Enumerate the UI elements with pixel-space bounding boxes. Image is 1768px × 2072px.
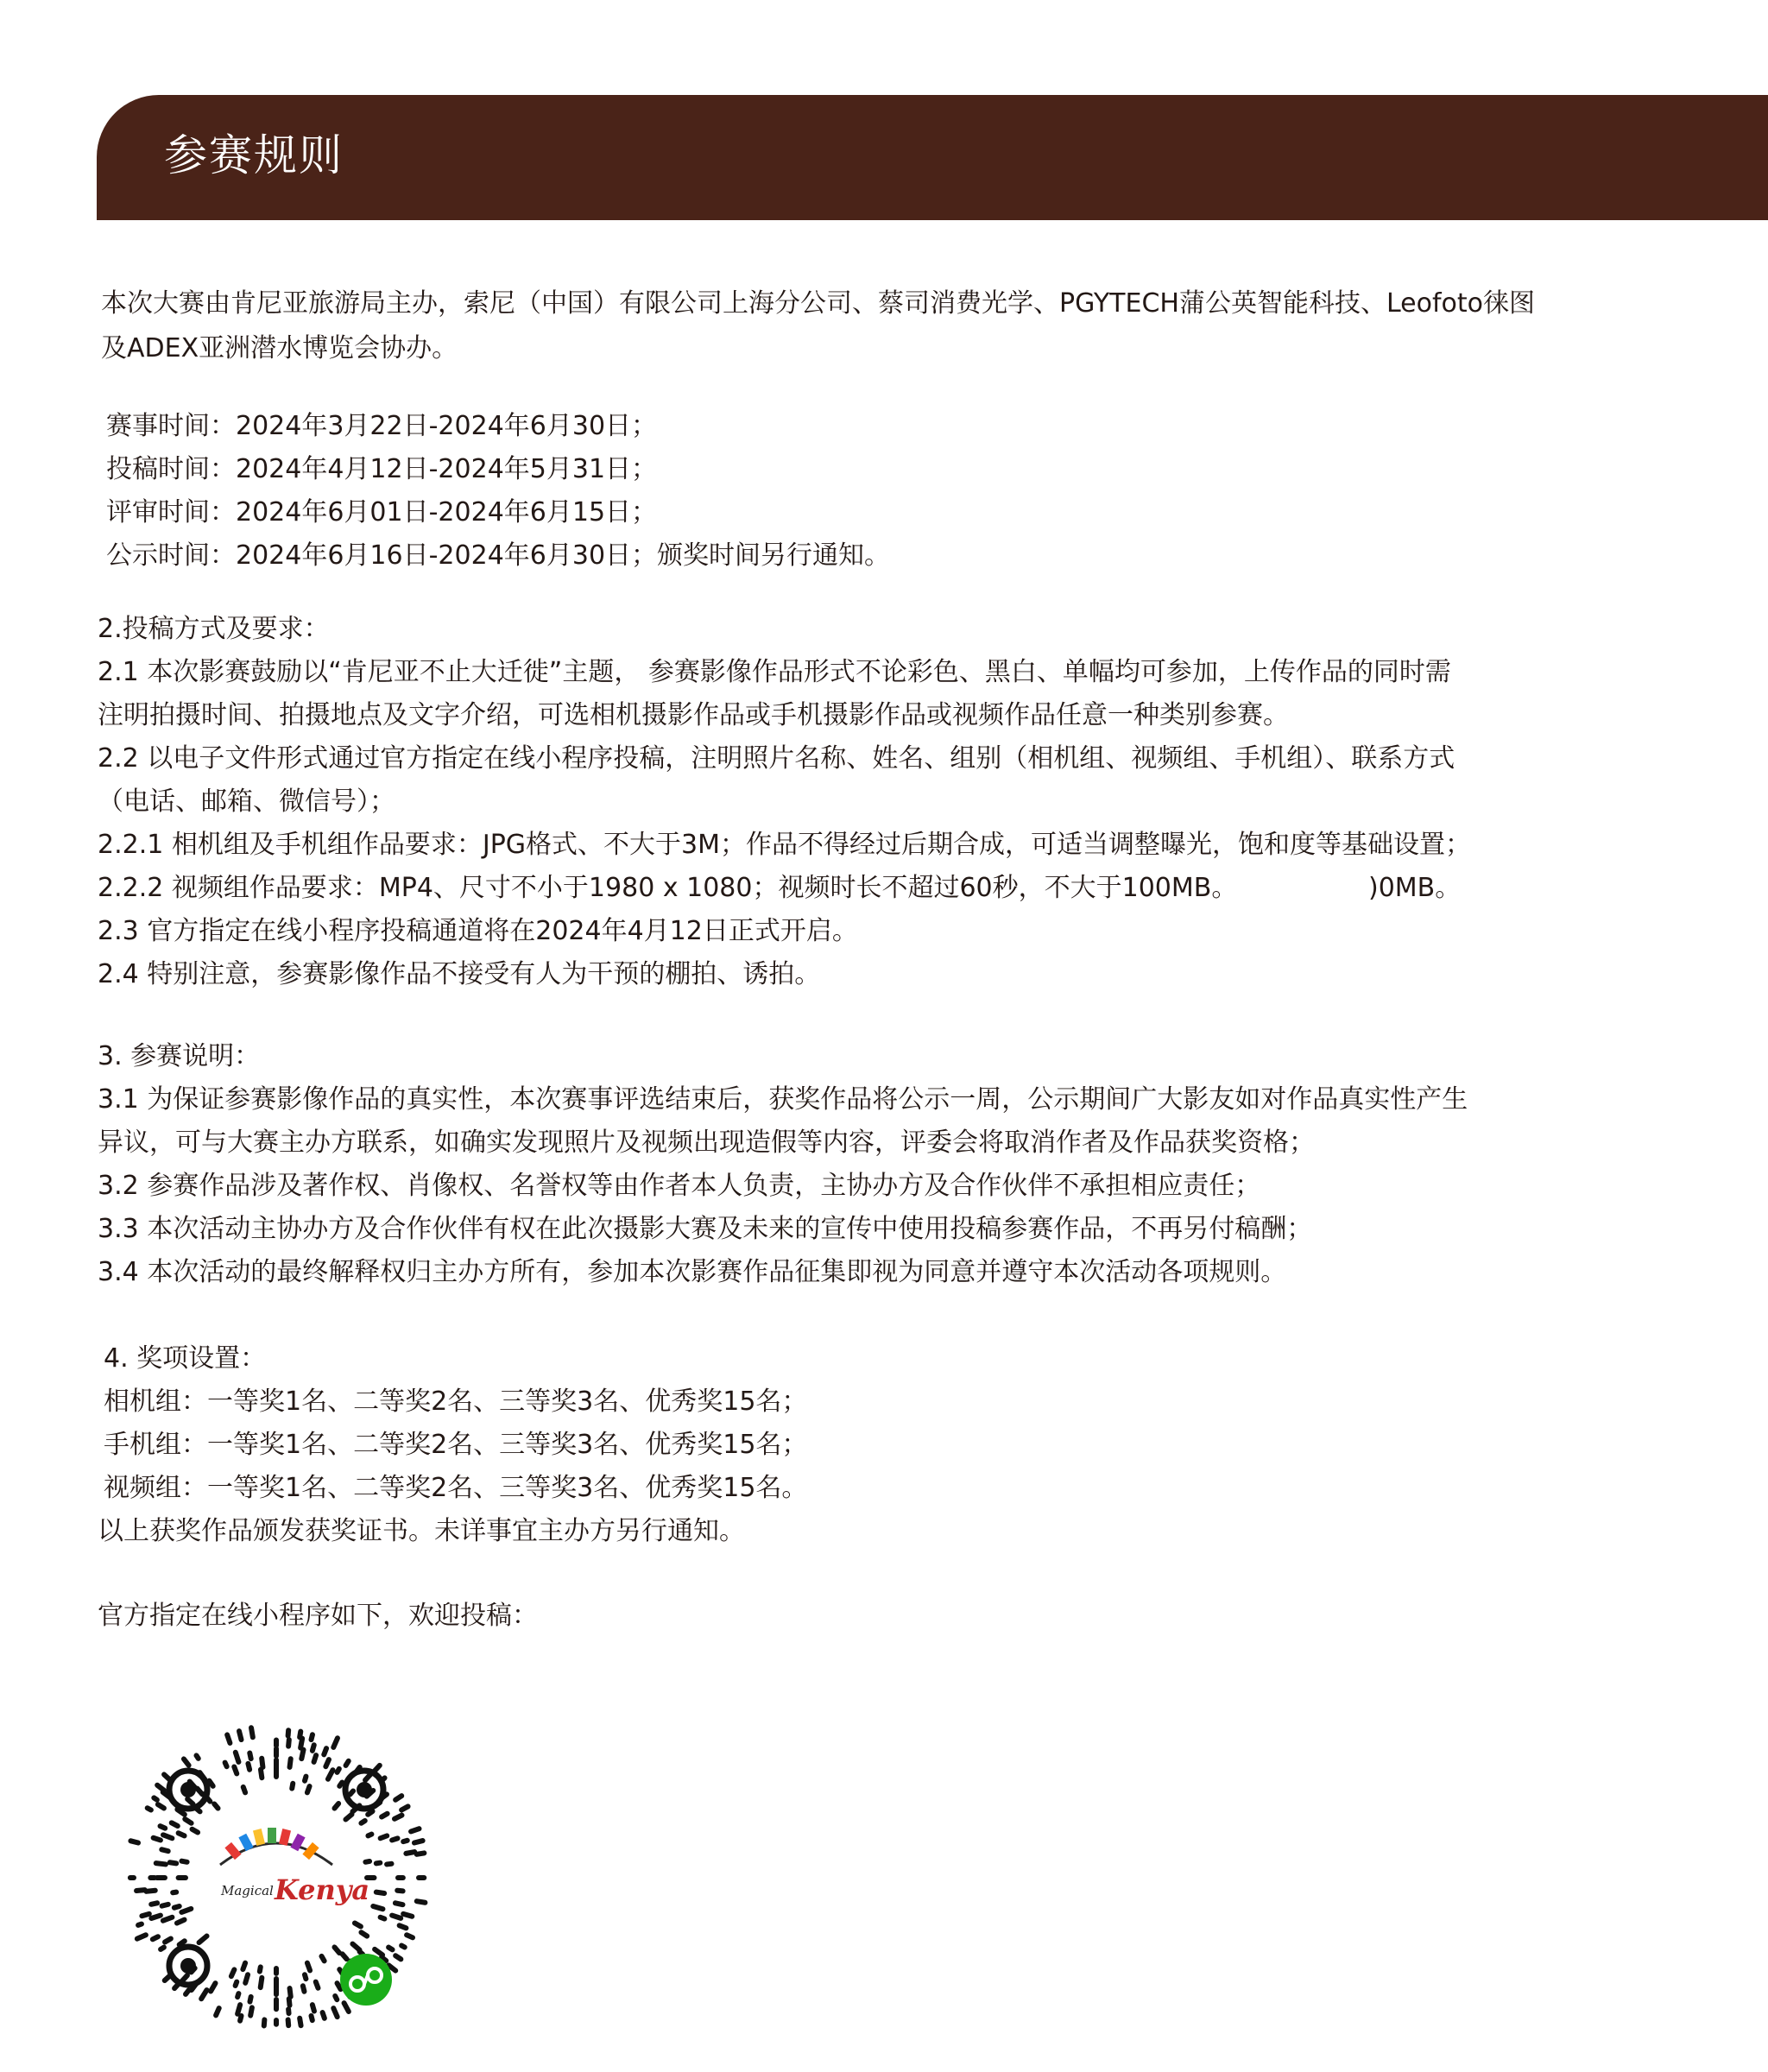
awards-video: 视频组：一等奖1名、二等奖2名、三等奖3名、优秀奖15名。 — [104, 1473, 808, 1503]
section3-line: 3.1 为保证参赛影像作品的真实性，本次赛事评选结束后，获奖作品将公示一周，公示期间广大影友如对作品真实性产生 — [98, 1084, 1468, 1115]
mini-program-badge — [340, 1954, 392, 2006]
schedule-announce: 公示时间：2024年6月16日-2024年6月30日；颁奖时间另行通知。 — [106, 540, 891, 571]
page-title: 参赛规则 — [164, 130, 344, 180]
section3-line: 异议，可与大赛主办方联系，如确实发现照片及视频出现造假等内容，评委会将取消作者及作品获奖资格； — [98, 1128, 1315, 1158]
section-banner — [97, 95, 1768, 220]
awards-camera: 相机组：一等奖1名、二等奖2名、三等奖3名、优秀奖15名； — [104, 1387, 808, 1417]
section2-heading: 2.投稿方式及要求： — [98, 614, 330, 644]
intro-line-1: 本次大赛由肯尼亚旅游局主办，索尼（中国）有限公司上海分公司、蔡司消费光学、PGYTECH蒲公英智能科技、Leofoto徕图 — [101, 288, 1535, 319]
section3-heading: 3. 参赛说明： — [98, 1041, 261, 1071]
mini-program-qr-code[interactable] — [121, 1722, 432, 2033]
section4-heading: 4. 奖项设置： — [104, 1343, 267, 1374]
section2-line: 2.2.2 视频组作品要求：MP4、尺寸不小于1980 x 1080；视频时长不超过60秒，不大于100MB。 — [98, 873, 1238, 903]
section3-line: 3.2 参赛作品涉及著作权、肖像权、名誉权等由作者本人负责，主协办方及合作伙伴不承担相应责任； — [98, 1171, 1261, 1201]
schedule-contest: 赛事时间：2024年3月22日-2024年6月30日； — [106, 411, 658, 441]
schedule-submission: 投稿时间：2024年4月12日-2024年5月31日； — [106, 454, 658, 484]
logo-magical: Magical — [221, 1883, 274, 1898]
awards-phone: 手机组：一等奖1名、二等奖2名、三等奖3名、优秀奖15名； — [104, 1430, 808, 1460]
section2-line: 2.2.1 相机组及手机组作品要求：JPG格式、不大于3M；作品不得经过后期合成，可适当调整曝光，饱和度等基础设置； — [98, 830, 1472, 860]
section2-line: 2.1 本次影赛鼓励以“肯尼亚不止大迁徙”主题， 参赛影像作品形式不论彩色、黑白、单幅均可参加，上传作品的同时需 — [98, 657, 1451, 687]
section2-line: 注明拍摄时间、拍摄地点及文字介绍，可选相机摄影作品或手机摄影作品或视频作品任意一种类别参赛。 — [98, 700, 1289, 730]
section2-line: 2.4 特别注意，参赛影像作品不接受有人为干预的棚拍、诱拍。 — [98, 959, 821, 989]
section2-line: （电话、邮箱、微信号）； — [98, 786, 395, 817]
section3-line: 3.4 本次活动的最终解释权归主办方所有，参加本次影赛作品征集即视为同意并遵守本次活动各项规则。 — [98, 1257, 1287, 1287]
logo-kenya: Kenya — [275, 1873, 370, 1906]
section2-line: 2.3 官方指定在线小程序投稿通道将在2024年4月12日正式开启。 — [98, 916, 858, 946]
qr-caption: 官方指定在线小程序如下，欢迎投稿： — [98, 1601, 538, 1631]
awards-note: 以上获奖作品颁发获奖证书。未详事宜主办方另行通知。 — [98, 1516, 745, 1546]
section2-line: 2.2 以电子文件形式通过官方指定在线小程序投稿，注明照片名称、姓名、组别（相机组、视频组、手机组）、联系方式 — [98, 743, 1455, 774]
section2-overlap-text: )0MB。 — [1368, 873, 1462, 903]
section3-line: 3.3 本次活动主协办方及合作伙伴有权在此次摄影大赛及未来的宣传中使用投稿参赛作品，不再另付稿酬； — [98, 1214, 1313, 1244]
schedule-review: 评审时间：2024年6月01日-2024年6月15日； — [106, 497, 658, 527]
intro-line-2: 及ADEX亚洲潜水博览会协办。 — [101, 333, 458, 363]
